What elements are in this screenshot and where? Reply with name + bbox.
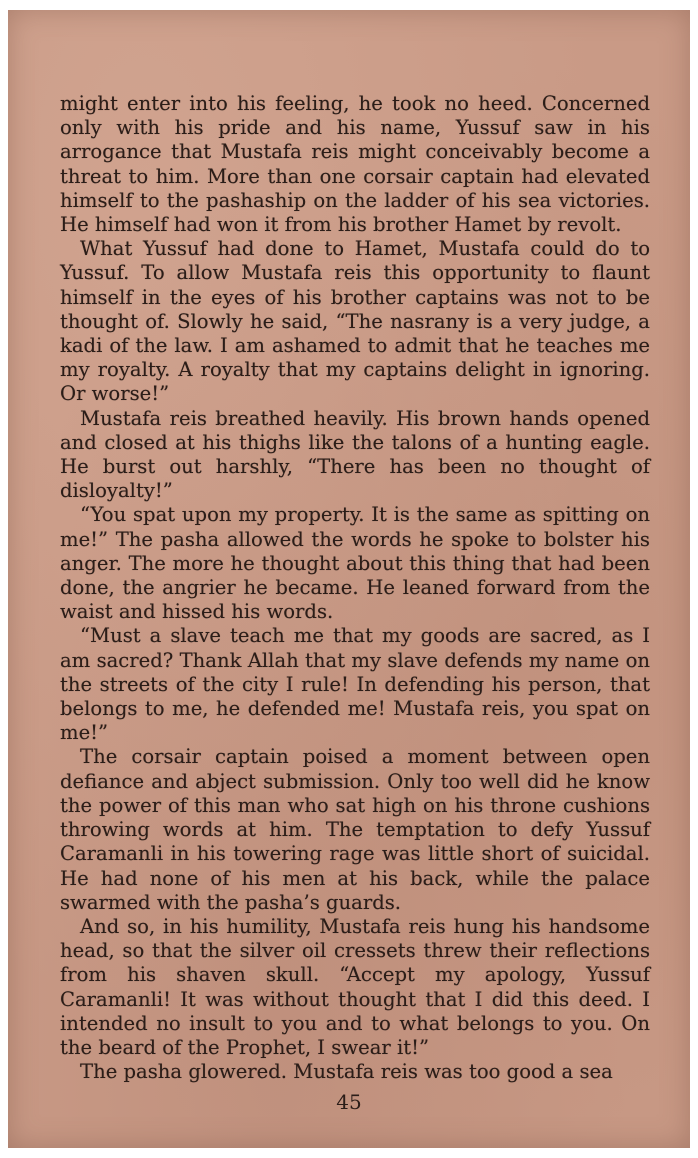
paragraph: “You spat upon my property. It is the same as spitting on me!” The pasha allowed the words he spoke to bolster his anger. The more he thought about this thing that had been done, the angrier he became. He leaned forward from the waist and hissed his words.: [60, 503, 650, 624]
paragraph: And so, in his humility, Mustafa reis hung his handsome head, so that the silver oil cressets threw their reflections from his shaven skull. “Accept my apology, Yussuf Caramanli! It was without thought that I did this deed. I intended no insult to you and to what belongs to you. On the beard of the Prophet, I swear it!”: [60, 914, 650, 1059]
book-page: [8, 10, 690, 1148]
paragraph: Mustafa reis breathed heavily. His brown hands opened and closed at his thighs like the talons of a hunting eagle. He burst out harshly, “There has been no thought of disloyalty!”: [60, 406, 650, 503]
page-number: 45: [336, 1090, 362, 1114]
body-text: [60, 92, 650, 1084]
paragraph: “Must a slave teach me that my goods are sacred, as I am sacred? Thank Allah that my slave defends my name on the streets of the city I rule! In defending his person, that belongs to me, he defended me! Mustafa reis, you spat on me!”: [60, 624, 650, 745]
paragraph: might enter into his feeling, he took no heed. Concerned only with his pride and his name, Yussuf saw in his arrogance that Mustafa reis might conceivably become a threat to him. More than one corsair captain had elevated himself to the pashaship on the ladder of his sea victories. He himself had won it from his brother Hamet by revolt.: [60, 92, 650, 237]
paragraph: The pasha glowered. Mustafa reis was too good a sea: [80, 1060, 613, 1084]
paragraph: The corsair captain poised a moment between open defiance and abject submission. Only too well did he know the power of this man who sat high on his throne cushions throwing words at him. The temptation to defy Yussuf Caramanli in his towering rage was little short of suicidal. He had none of his men at his back, while the palace swarmed with the pasha’s guards.: [60, 745, 650, 914]
paragraph: What Yussuf had done to Hamet, Mustafa could do to Yussuf. To allow Mustafa reis this opportunity to flaunt himself in the eyes of his brother captains was not to be thought of. Slowly he said, “The nasrany is a very judge, a kadi of the law. I am ashamed to admit that he teaches me my royalty. A royalty that my captains delight in ignoring. Or worse!”: [60, 237, 650, 406]
